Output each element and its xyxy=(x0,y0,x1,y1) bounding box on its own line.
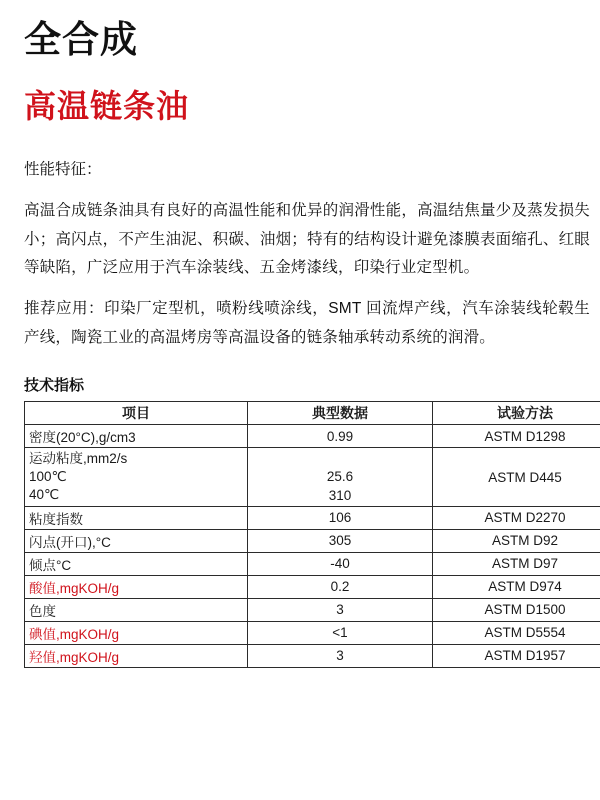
cell-item: 倾点°C xyxy=(25,552,248,575)
cell-item xyxy=(25,448,248,506)
description-paragraph-1: 高温合成链条油具有良好的高温性能和优异的润滑性能，高温结焦量少及蒸发损失小；高闪点，不产生油泥、积碳、油烟；特有的结构设计避免漆膜表面缩孔、红眼等缺陷，广泛应用于汽车涂装线、五金烤漆线，印染行业定型机。 xyxy=(24,202,590,277)
cell-item: 酸值,mgKOH/g xyxy=(25,575,248,598)
cell-value: 106 xyxy=(248,506,433,529)
table-row xyxy=(25,448,600,506)
table-row xyxy=(25,529,600,552)
cell-item: 羟值,mgKOH/g xyxy=(25,644,248,667)
cell-value-line3: 310 xyxy=(328,487,352,503)
cell-value xyxy=(248,448,433,506)
cell-item: 色度 xyxy=(25,598,248,621)
spec-table xyxy=(24,401,600,667)
cell-method: ASTM D1500 xyxy=(433,598,600,621)
cell-value: <1 xyxy=(248,621,433,644)
cell-value: 0.99 xyxy=(248,425,433,448)
cell-value-line2: 25.6 xyxy=(326,469,354,485)
cell-method: ASTM D445 xyxy=(433,448,600,506)
cell-method: ASTM D5554 xyxy=(433,621,600,644)
table-row xyxy=(25,621,600,644)
cell-item: 碘值,mgKOH/g xyxy=(25,621,248,644)
cell-method: ASTM D1957 xyxy=(433,644,600,667)
cell-value-spacer xyxy=(252,449,428,468)
cell-item: 粘度指数 xyxy=(25,506,248,529)
table-header-row xyxy=(25,402,600,425)
cell-value: -40 xyxy=(248,552,433,575)
cell-value: 3 xyxy=(248,598,433,621)
cell-value: 305 xyxy=(248,529,433,552)
cell-method: ASTM D92 xyxy=(433,529,600,552)
cell-item-line2: 100℃ xyxy=(29,469,67,485)
table-row xyxy=(25,575,600,598)
table-row xyxy=(25,506,600,529)
performance-features-label: 性能特征： xyxy=(24,160,102,178)
cell-item: 闪点(开口),°C xyxy=(25,529,248,552)
column-header-item: 项目 xyxy=(25,402,248,425)
table-row xyxy=(25,552,600,575)
product-name-title: 高温链条油 xyxy=(24,87,190,124)
column-header-method: 试验方法 xyxy=(433,402,600,425)
cell-item-line1: 运动粘度,mm2/s xyxy=(29,450,128,466)
page-title: 全合成 xyxy=(24,19,138,60)
cell-method: ASTM D2270 xyxy=(433,506,600,529)
cell-method: ASTM D1298 xyxy=(433,425,600,448)
description-block xyxy=(24,158,590,353)
column-header-value: 典型数据 xyxy=(248,402,433,425)
spec-table-heading: 技术指标 xyxy=(24,377,85,395)
description-paragraph-2: 推荐应用：印染厂定型机，喷粉线喷涂线，SMT 回流焊产线，汽车涂装线轮毂生产线，陶瓷工业的高温烤房等高温设备的链条轴承转动系统的润滑。 xyxy=(24,300,590,346)
cell-value: 0.2 xyxy=(248,575,433,598)
cell-method: ASTM D974 xyxy=(433,575,600,598)
cell-method: ASTM D97 xyxy=(433,552,600,575)
cell-item: 密度(20°C),g/cm3 xyxy=(25,425,248,448)
cell-value: 3 xyxy=(248,644,433,667)
table-row xyxy=(25,644,600,667)
table-row xyxy=(25,598,600,621)
cell-item-line3: 40℃ xyxy=(29,487,60,503)
table-row xyxy=(25,425,600,448)
